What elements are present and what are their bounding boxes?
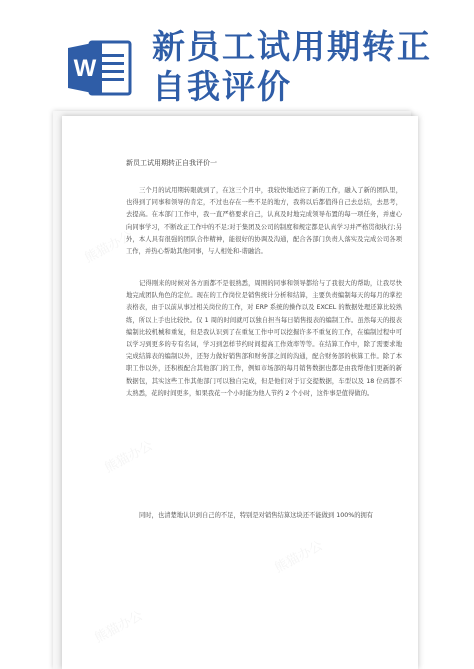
- watermark: 熊猫办公: [81, 227, 135, 266]
- title-line: 新员工试用期转正: [152, 27, 432, 66]
- word-document-icon: [68, 38, 132, 98]
- document-paragraph: 记得刚来的时候对各方面都不是很熟悉，周围的同事和领导都给与了我很大的帮助，让我尽快地完成团队角色的定位。现在的工作岗位是销售统计分析和结算，主要负责编制每天的每月的掌控表格表，由于以前从事过相关岗位的工作，对 ERP 系统的操作以及 EXCEL 的数据处理还算比较熟练，所以上手也比较快。仅 1 周的时间就可以独自担当每日销售报表的编制工作。虽然每天的报表编制比较机械和重复，但是我认识到了在重复工作中可以挖掘许多不重复的工作，在编制过程中可以学习到更多的专有名词，学习到怎样节约时间提高工作效率等等。在结算工作中，除了需要求地完成结算表的编制以外，还努力做好销售部和财务部之间的沟通，配合财务部的核算工作。除了本职工作以外，还积极配合其他部门的工作，例如市场部的每月销售数据也都是由我帮他们更新的新数据包，其实这些工作其他部门可以独自完成，但是他们对于订交提数据，车型以及 18 位码都不太熟悉，花的时间更多，如果我花一个小时能为他人节约 2 个小时，这件事是值得做的。: [126, 280, 402, 397]
- header-banner: [0, 0, 474, 110]
- document-paragraph: 同时，也清楚地认识到自己的不足，特别是对销售结算这块还不能做到 100%的拥有: [139, 512, 374, 519]
- title-line: 自我评价: [152, 67, 292, 106]
- page-title: [152, 27, 462, 107]
- watermark: 熊猫办公: [261, 327, 315, 366]
- watermark: 熊猫办公: [271, 537, 325, 576]
- watermark: 熊猫办公: [101, 437, 155, 476]
- document-heading: 新员工试用期转正自我评价一: [126, 159, 217, 167]
- word-logo-letter: W: [73, 55, 97, 82]
- watermark: 熊猫办公: [91, 607, 145, 646]
- document-paragraph: 三个月的试用期转眼就到了，在这三个月中，我较快地适应了新的工作，融入了新的团队里，也得到了同事和领导的肯定，不过也存在一些不足的地方，我将以后都值得自己去总结，去思考，去提高。在本部门工作中，我一直严格要求自己，认真及时地完成领导布置的每一项任务，并虚心向同事学习，不断改正工作中的不足;对于集团及公司的制度和规定都是认真学习并严格贯彻执行;另外，本人具有很强的团队合作精神，能很好的协调及沟通，配合各部门负责人落实及完成公司各项工作，并热心帮助其他同事，与人相处和-谐融洽。: [126, 187, 402, 256]
- document-page: [62, 116, 418, 669]
